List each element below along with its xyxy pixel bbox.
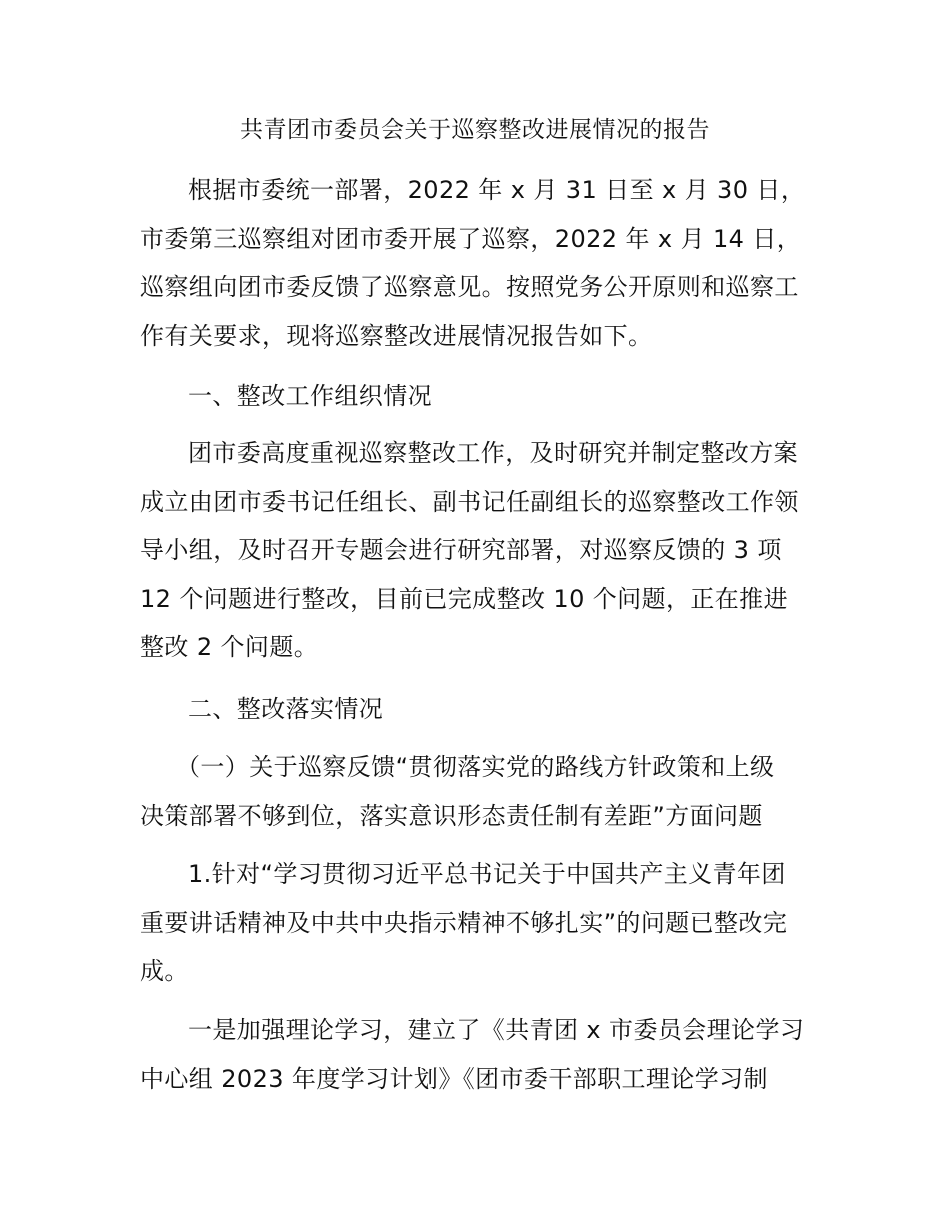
section-heading-implementation [140, 685, 810, 734]
subsection-heading-1 [140, 743, 810, 840]
section-heading-organization [140, 372, 810, 421]
text-line: 1.针对“学习贯彻习近平总书记关于中国共产主义青年团 [188, 860, 786, 888]
text-line: 成。 [140, 957, 189, 985]
text-line: 12 个问题进行整改，目前已完成整改 10 个问题，正在推进 [140, 584, 788, 613]
text-line: 一是加强理论学习，建立了《共青团 x 市委员会理论学习 [188, 1016, 805, 1044]
paragraph-theory-study [140, 1006, 810, 1103]
text-line: 整改 2 个问题。 [140, 633, 319, 661]
heading-line: 二、整改落实情况 [188, 695, 384, 723]
paragraph-intro [140, 166, 810, 360]
text-line: 中心组 2023 年度学习计划》《团市委干部职工理论学习制 [140, 1064, 768, 1093]
text-line: 成立由团市委书记任组长、副书记任副组长的巡察整改工作领 [140, 487, 799, 516]
text-line: 团市委高度重视巡察整改工作，及时研究并制定整改方案 [188, 439, 798, 467]
text-line: （一）关于巡察反馈“贯彻落实党的路线方针政策和上级 [176, 753, 775, 781]
document-title: 共青团市委员会关于巡察整改进展情况的报告 [240, 117, 710, 143]
heading-line: 一、整改工作组织情况 [188, 382, 432, 410]
text-line: 市委第三巡察组对团市委开展了巡察，2022 年 x 月 14 日， [140, 224, 802, 253]
paragraph-item-1 [140, 850, 810, 996]
text-line: 决策部署不够到位，落实意识形态责任制有差距”方面问题 [140, 801, 763, 830]
text-line: 根据市委统一部署，2022 年 x 月 31 日至 x 月 30 日， [188, 176, 806, 204]
paragraph-organization [140, 429, 810, 672]
text-line: 巡察组向团市委反馈了巡察意见。按照党务公开原则和巡察工 [140, 273, 799, 301]
text-line: 导小组，及时召开专题会进行研究部署，对巡察反馈的 3 项 [140, 536, 782, 564]
text-line: 重要讲话精神及中共中央指示精神不够扎实”的问题已整改完 [140, 908, 788, 937]
text-line: 作有关要求，现将巡察整改进展情况报告如下。 [140, 321, 653, 350]
